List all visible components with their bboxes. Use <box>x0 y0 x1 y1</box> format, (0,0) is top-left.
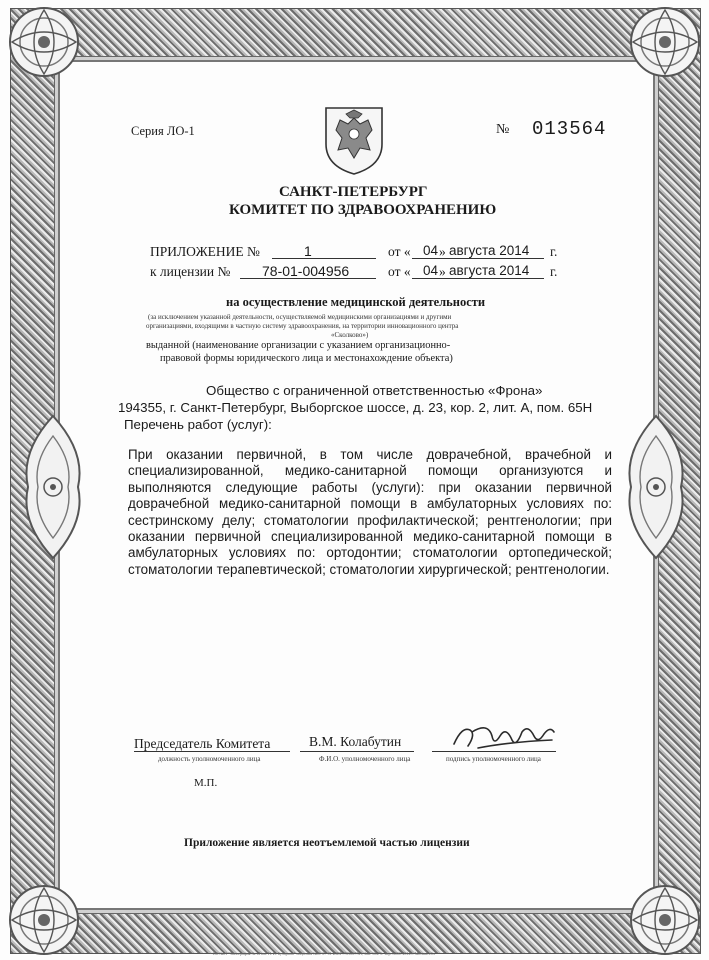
corner-ornament-top-left <box>4 2 114 112</box>
coat-of-arms-emblem <box>318 104 390 176</box>
purpose-note-line-3: «Сколково») <box>331 331 369 339</box>
appendix-date-month-year: августа 2014 <box>449 243 530 258</box>
works-label: Перечень работ (услуг): <box>124 417 272 432</box>
services-description: При оказании первичной, в том числе доврачебной, врачебной и специализированной, медико-санитарной помощи организуются и выполняются следующие работы (услуги): при оказании первичной доврачебной медико-санитарной помощи в амбулаторных условиях по: сестринскому делу; стоматологии профилактической; рентгенологии; при оказании первичной специализированной медико-санитарной помощи в амбулаторных условиях по: ортодонтии; стоматологии ортопедической; стоматологии терапевтической; стоматологии хирургической; рентгенологии. <box>128 447 612 577</box>
name-caption: Ф.И.О. уполномоченного лица <box>319 755 411 763</box>
license-number: 78-01-004956 <box>262 263 350 279</box>
signature-caption: подпись уполномоченного лица <box>446 755 541 763</box>
purpose-note-line-1: (за исключением указанной деятельности, осуществляемой медицинскими организациями и другими <box>148 313 452 321</box>
license-date-prefix: от « <box>388 264 411 279</box>
license-form-number: 013564 <box>532 118 607 140</box>
position-line <box>134 751 290 752</box>
license-date-month-year: августа 2014 <box>449 263 530 278</box>
appendix-integral-note: Приложение является неотъемлемой частью лицензии <box>184 837 470 849</box>
appendix-date-line <box>412 258 544 259</box>
appendix-date-day: 04 <box>423 243 439 258</box>
license-date-line <box>412 278 544 279</box>
position-caption: должность уполномоченного лица <box>158 755 261 763</box>
purpose-note-line-2: организациями, входящими в частную систему здравоохранения, на территории инновационного центра <box>146 322 459 330</box>
issued-line-2: правовой формы юридического лица и местонахождение объекта) <box>160 353 453 364</box>
stamp-place: М.П. <box>194 777 218 789</box>
appendix-number-line <box>272 258 376 259</box>
license-date-day: 04 <box>423 263 439 278</box>
side-ornament-right <box>621 412 691 562</box>
license-date-mid: » <box>439 264 446 279</box>
number-sign: № <box>496 122 510 137</box>
signatory-position: Председатель Комитета <box>134 736 271 751</box>
side-ornament-left <box>18 412 88 562</box>
corner-ornament-bottom-right <box>595 850 705 960</box>
license-date-suffix: г. <box>550 264 558 279</box>
appendix-label: ПРИЛОЖЕНИЕ № <box>150 244 260 259</box>
appendix-number: 1 <box>304 243 312 259</box>
organization-address: 194355, г. Санкт-Петербург, Выборгское шоссе, д. 23, кор. 2, лит. А, пом. 65Н <box>118 400 593 415</box>
name-line <box>300 751 414 752</box>
signature-line <box>432 751 556 752</box>
appendix-date-mid: » <box>439 244 446 259</box>
appendix-date-prefix: от « <box>388 244 411 259</box>
authority-committee: КОМИТЕТ ПО ЗДРАВООХРАНЕНИЮ <box>229 202 497 218</box>
appendix-date-suffix: г. <box>550 244 558 259</box>
handwritten-signature <box>448 718 558 754</box>
printer-imprint: • 130 №01 "Типография № 12 им. Н. И. Бухарина" лицензия №01-07-01 ИНН 7709007721, Зак. 10475. Тир. 8000. 2014 г. Москва «С» <box>210 951 436 956</box>
organization-name: Общество с ограниченной ответственностью «Фрона» <box>206 383 543 398</box>
issued-line-1: выданной (наименование организации с указанием организационно- <box>146 340 451 351</box>
purpose-title: на осуществление медицинской деятельности <box>226 295 486 309</box>
series-label: Серия ЛО-1 <box>131 124 195 138</box>
corner-ornament-top-right <box>595 2 705 112</box>
authority-city: САНКТ-ПЕТЕРБУРГ <box>279 184 428 200</box>
license-label: к лицензии № <box>150 264 231 279</box>
signatory-name: В.М. Колабутин <box>309 734 402 749</box>
corner-ornament-bottom-left <box>4 850 114 960</box>
